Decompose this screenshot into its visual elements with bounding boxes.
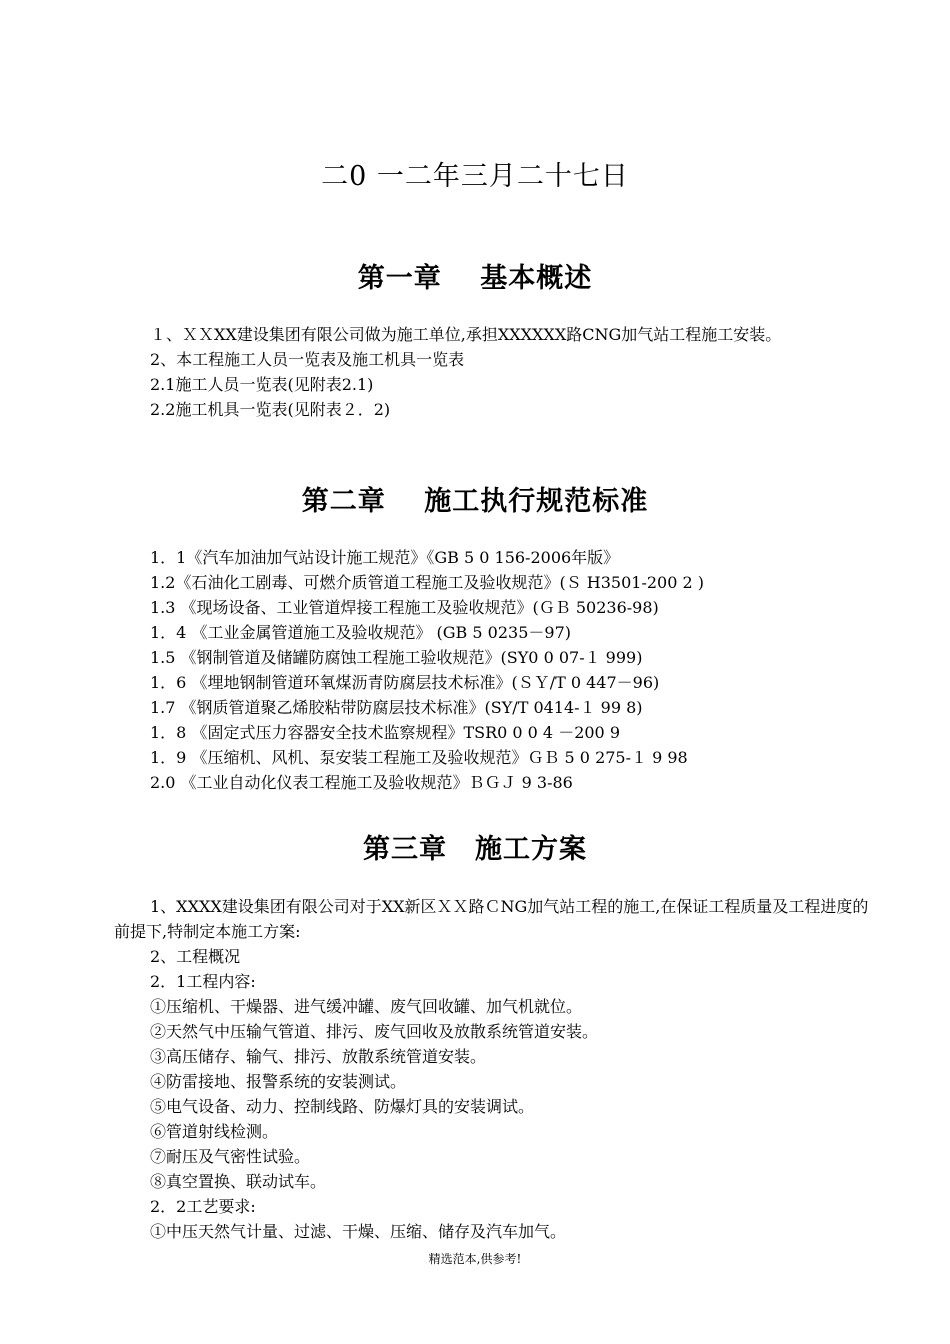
list-item: ⑦耐压及气密性试验。 <box>150 1147 311 1166</box>
standard-item: 2.0 《工业自动化仪表工程施工及验收规范》ＢＧＪ 9 3-86 <box>150 773 573 792</box>
chapter-3-heading: 第三章 施工方案 <box>363 834 587 865</box>
list-item: ⑤电气设备、动力、控制线路、防爆灯具的安装调试。 <box>150 1097 535 1116</box>
standard-item: 1.5 《钢制管道及储罐防腐蚀工程施工验收规范》(SY0 0 07-１ 999) <box>150 648 643 667</box>
paragraph-line: １、ＸＸXX建设集团有限公司做为施工单位,承担XXXXXX路CNG加气站工程施工安装。 <box>150 325 782 344</box>
paragraph-line: 2、本工程施工人员一览表及施工机具一览表 <box>150 350 465 369</box>
intro-paragraph <box>114 894 874 944</box>
list-item: ①中压天然气计量、过滤、干燥、压缩、储存及汽车加气。 <box>150 1222 567 1241</box>
chapter-2-heading: 第二章 施工执行规范标准 <box>301 486 649 517</box>
list-item: ⑥管道射线检测。 <box>150 1122 279 1141</box>
chapter-1-body <box>150 322 781 422</box>
standard-item: 1．6 《埋地钢制管道环氧煤沥青防腐层技术标准》(ＳＹ/T 0 447－96) <box>150 673 660 692</box>
list-item: ②天然气中压输气管道、排污、废气回收及放散系统管道安装。 <box>150 1022 599 1041</box>
standard-item: 1．9 《压缩机、风机、泵安装工程施工及验收规范》ＧＢ 5 0 275-１ 9 98 <box>150 748 688 767</box>
paragraph-line: 2、工程概况 <box>150 947 241 966</box>
list-item: ①压缩机、干燥器、进气缓冲罐、废气回收罐、加气机就位。 <box>150 997 583 1016</box>
list-item: ⑧真空置换、联动试车。 <box>150 1172 327 1191</box>
paragraph-line: 2.2施工机具一览表(见附表２．2) <box>150 400 391 419</box>
chapter-1-heading: 第一章 基本概述 <box>357 263 593 294</box>
standard-item: 1.7 《钢质管道聚乙烯胶粘带防腐层技术标准》(SY/T 0414-１ 99 8) <box>150 698 643 717</box>
standard-item: 1．8 《固定式压力容器安全技术监察规程》TSR0 0 0 4 －200 9 <box>150 723 620 742</box>
list-item: ④防雷接地、报警系统的安装测试。 <box>150 1072 407 1091</box>
page-footer: 精选范本,供参考! <box>428 1252 522 1266</box>
paragraph-line: 2．2工艺要求: <box>150 1197 256 1216</box>
paragraph-line: 2．1工程内容: <box>150 972 256 991</box>
document-date: 二0 一二年三月二十七日 <box>321 161 629 192</box>
standard-item: 1．4 《工业金属管道施工及验收规范》 (GB 5 0235－97) <box>150 623 571 642</box>
standard-item: 1．1《汽车加油加气站设计施工规范》《GB 5 0 156-2006年版》 <box>150 548 620 567</box>
intro-text: 1、XXXX建设集团有限公司对于XX新区ＸＸ路ＣNG加气站工程的施工,在保证工程质量及工程进度的前提下,特制定本施工方案: <box>114 897 869 941</box>
list-item: ③高压储存、输气、排污、放散系统管道安装。 <box>150 1047 487 1066</box>
paragraph-line: 2.1施工人员一览表(见附表2.1) <box>150 375 374 394</box>
standard-item: 1.2《石油化工剧毒、可燃介质管道工程施工及验收规范》(Ｓ H3501-200 2 ) <box>150 573 704 592</box>
chapter-2-body <box>150 545 704 795</box>
chapter-3-body <box>114 894 874 1244</box>
standard-item: 1.3 《现场设备、工业管道焊接工程施工及验收规范》(ＧＢ 50236-98) <box>150 598 659 617</box>
